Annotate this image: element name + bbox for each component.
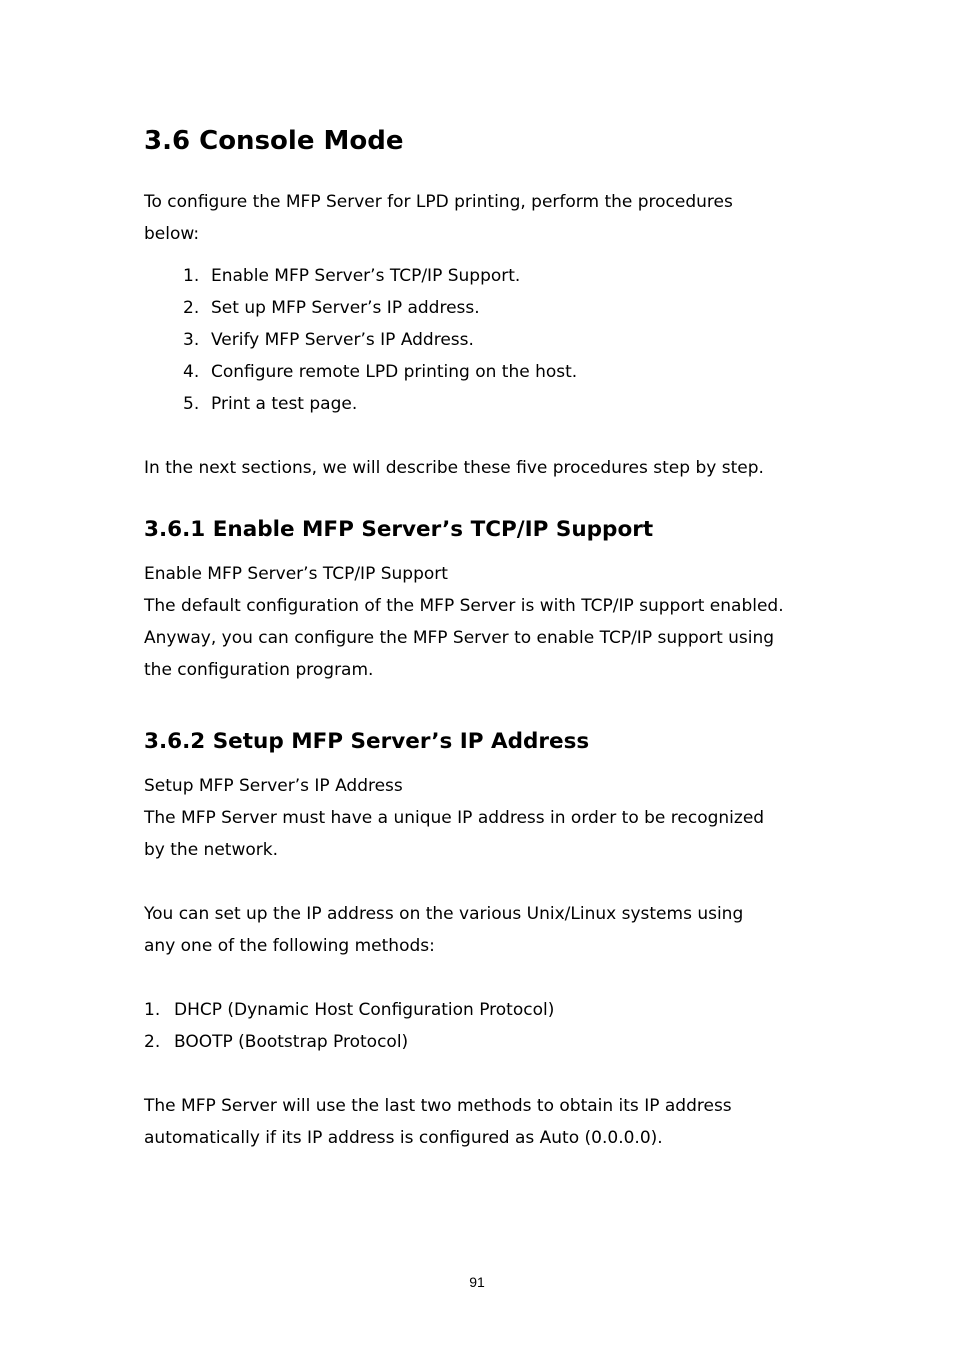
list-item bbox=[183, 324, 577, 356]
intro-line-2: below: bbox=[144, 224, 200, 244]
list-item bbox=[144, 994, 554, 1026]
list-item bbox=[183, 356, 577, 388]
list-item-number: 1. bbox=[144, 1000, 161, 1020]
list-item-text: DHCP (Dynamic Host Configuration Protocol) bbox=[174, 1000, 555, 1020]
subsection-1-line: Anyway, you can configure the MFP Server to enable TCP/IP support using bbox=[144, 628, 775, 648]
list-item-number: 2. bbox=[183, 298, 200, 318]
section-title: 3.6 Console Mode bbox=[144, 126, 404, 156]
subsection-2-line: The MFP Server must have a unique IP address in order to be recognized bbox=[144, 808, 765, 828]
closing-line: The MFP Server will use the last two methods to obtain its IP address bbox=[144, 1096, 732, 1116]
list-item-number: 5. bbox=[183, 394, 200, 414]
list-item-text: Configure remote LPD printing on the host. bbox=[211, 362, 578, 382]
list-item bbox=[144, 1026, 554, 1058]
list-item-text: Print a test page. bbox=[211, 394, 358, 414]
list-item-number: 1. bbox=[183, 266, 200, 286]
closing-line: automatically if its IP address is configured as Auto (0.0.0.0). bbox=[144, 1128, 663, 1148]
subsection-1-title: 3.6.1 Enable MFP Server’s TCP/IP Support bbox=[144, 517, 654, 542]
procedure-list bbox=[183, 260, 577, 420]
intro-line-1: To configure the MFP Server for LPD printing, perform the procedures bbox=[144, 192, 733, 212]
subsection-1-line: the configuration program. bbox=[144, 660, 374, 680]
list-item-number: 4. bbox=[183, 362, 200, 382]
subsection-2-title: 3.6.2 Setup MFP Server’s IP Address bbox=[144, 729, 590, 754]
list-item bbox=[183, 260, 577, 292]
list-item bbox=[183, 388, 577, 420]
subsection-1-line: Enable MFP Server’s TCP/IP Support bbox=[144, 564, 448, 584]
subsection-2-line: Setup MFP Server’s IP Address bbox=[144, 776, 403, 796]
list-item-text: Set up MFP Server’s IP address. bbox=[211, 298, 480, 318]
list-item bbox=[183, 292, 577, 324]
methods-intro-line: You can set up the IP address on the various Unix/Linux systems using bbox=[144, 904, 744, 924]
list-item-text: Verify MFP Server’s IP Address. bbox=[211, 330, 474, 350]
list-item-number: 2. bbox=[144, 1032, 161, 1052]
subsection-2-line: by the network. bbox=[144, 840, 278, 860]
page-number: 91 bbox=[469, 1274, 485, 1290]
list-item-text: BOOTP (Bootstrap Protocol) bbox=[174, 1032, 409, 1052]
next-sections-note: In the next sections, we will describe these five procedures step by step. bbox=[144, 458, 764, 478]
list-item-number: 3. bbox=[183, 330, 200, 350]
methods-intro-line: any one of the following methods: bbox=[144, 936, 435, 956]
subsection-1-line: The default configuration of the MFP Server is with TCP/IP support enabled. bbox=[144, 596, 784, 616]
methods-list bbox=[144, 994, 554, 1058]
list-item-text: Enable MFP Server’s TCP/IP Support. bbox=[211, 266, 521, 286]
